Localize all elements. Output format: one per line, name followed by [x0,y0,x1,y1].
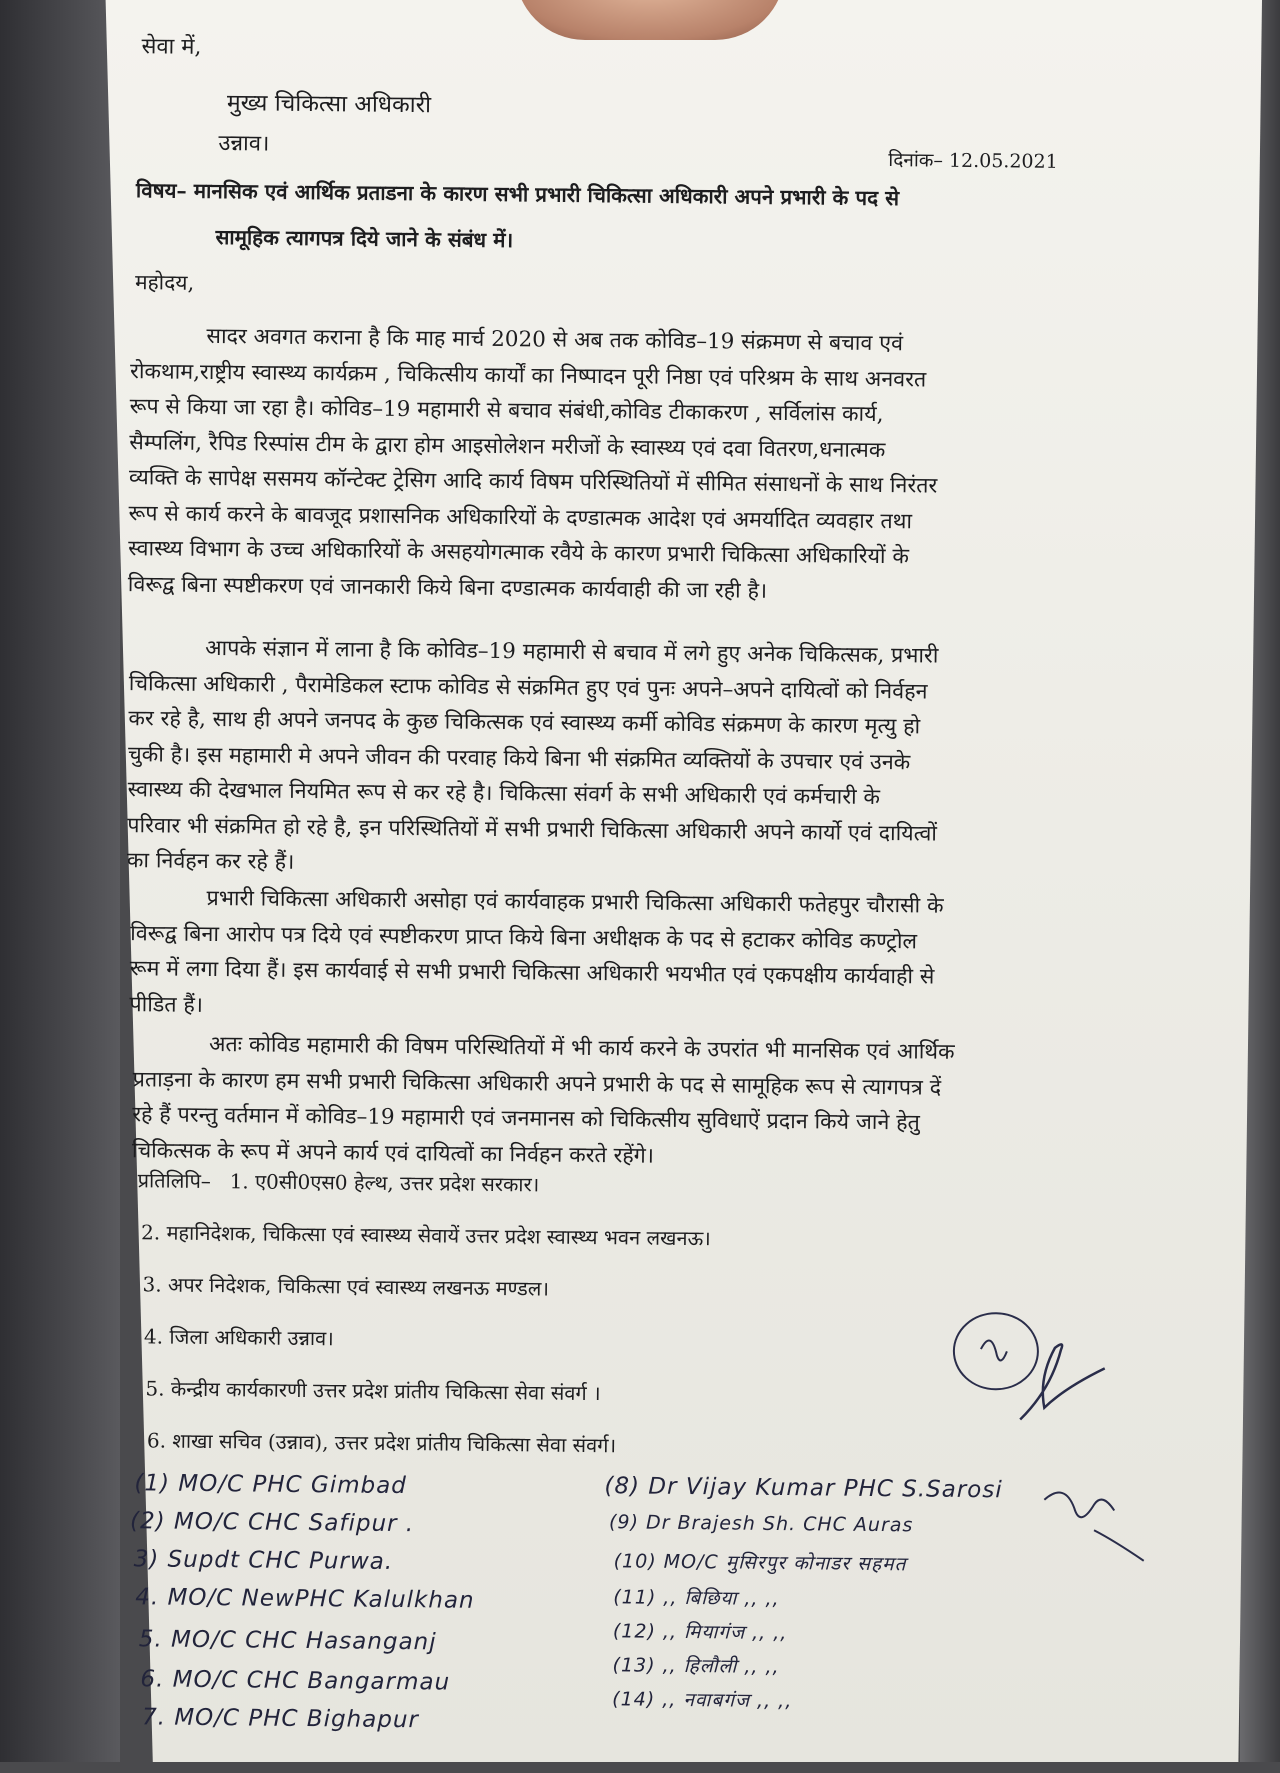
copies-label: प्रतिलिपि– [137,1168,212,1194]
paragraph-line: रोकथाम,राष्ट्रीय स्वास्थ्य कार्यक्रम , चिकित्सीय कार्यों का निष्पादन पूरी निष्ठा एवं परिश्रम के साथ अनवरत [129,358,927,392]
letter-document [102,0,1170,1773]
signatory-right-9: (9) Dr Brajesh Sh. CHC Auras [608,1511,914,1537]
signatory-right-14: (14) ,, नवाबगंज ,, ,, [612,1688,793,1713]
handwritten-signature [945,1309,1146,1441]
paragraph-line: विरूद्व बिना स्पष्टीकरण एवं जानकारी किये बिना दण्डात्मक कार्यवाही की जा रही है। [127,571,768,604]
letter-date: दिनांक– 12.05.2021 [888,149,1058,173]
paragraph-line: रहे हैं परन्तु वर्तमान में कोविड–19 महामारी एवं जनमानस को चिकित्सीय सुविधाऐं प्रदान किये जाने हेतु [132,1102,921,1136]
addressee: मुख्य चिकित्सा अधिकारी [226,90,432,119]
signatory-left-4: 4. MO/C NewPHC Kalulkhan [135,1584,475,1614]
paragraph-line: रूम में लगा दिया हैं। इस कार्यवाई से सभी प्रभारी चिकित्सा अधिकारी भयभीत एवं एकपक्षीय कार्यवाही से [129,956,935,990]
copy-item-4: 4. जिला अधिकारी उन्नाव। [143,1324,334,1351]
paragraph-line: रूप से कार्य करने के बावजूद प्रशासनिक अधिकारियों के दण्डात्मक आदेश एवं अमर्यादित व्यवहार तथा [128,500,913,534]
paragraph-line: चिकित्सक के रूप में अपने कार्य एवं दायित्वों का निर्वहन करते रहेंगे। [131,1137,655,1169]
paragraph-line: स्वास्थ्य विभाग के उच्च अधिकारियों के असहयोगत्माक रवैये के कारण प्रभारी चिकित्सा अधिकारियों के [128,536,910,570]
paragraph-1 [128,318,1131,612]
signatory-right-8: (8) Dr Vijay Kumar PHC S.Sarosi [604,1473,1003,1504]
greeting: महोदय, [134,270,195,295]
paragraph-line: प्रताड़ना के कारण हम सभी प्रभारी चिकित्सा अधिकारी अपने प्रभारी के पद से सामूहिक रूप से त्यागपत्र दें [132,1066,942,1101]
signatory-right-12: (12) ,, मियागंज ,, ,, [612,1620,788,1645]
copy-item-2: 2. महानिदेशक, चिकित्सा एवं स्वास्थ्य सेवायें उत्तर प्रदेश स्वास्थ्य भवन लखनऊ। [140,1220,711,1251]
subject-line-2: सामूहिक त्यागपत्र दिये जाने के संबंध में। [215,225,514,253]
signatory-left-3: 3) Supdt CHC Purwa. [133,1546,394,1575]
background-left-shadow [0,0,120,1762]
signature-scribble [1034,1480,1155,1571]
paragraph-line: चिकित्सा अधिकारी , पैरामेडिकल स्टाफ कोविड से संक्रमित हुए एवं पुनः अपने–अपने दायित्वों को निर्वहन [128,670,928,704]
signatory-right-11: (11) ,, बिछिया ,, ,, [613,1586,780,1610]
salutation-to: सेवा में, [141,34,202,60]
signatory-left-1: (1) MO/C PHC Gimbad [134,1470,407,1500]
signatory-left-2: (2) MO/C CHC Safipur . [129,1508,415,1538]
signatory-right-13: (13) ,, हिलौली ,, ,, [612,1654,780,1678]
paragraph-line: आपके संज्ञान में लाना है कि कोविड–19 महामारी से बचाव में लगे हुए अनेक चिकित्सक, प्रभारी [205,635,939,669]
paragraph-line: परिवार भी संक्रमित हो रहे है, इन परिस्थितियों में सभी प्रभारी चिकित्सा अधिकारी अपने कार्यो एवं दायित्वों [127,812,938,847]
paragraph-line: अतः कोविड महामारी की विषम परिस्थितियों में भी कार्य करने के उपरांत भी मानसिक एवं आर्थिक [208,1031,955,1065]
paragraph-line: स्वास्थ्य की देखभाल नियमित रूप से कर रहे है। चिकित्सा संवर्ग के सभी अधिकारी एवं कर्मचारी के [127,777,881,811]
paragraph-line: कर रहे है, साथ ही अपने जनपद के कुछ चिकित्सक एवं स्वास्थ्य कर्मी कोविड संक्रमण के कारण मृत्यु हो [128,706,921,740]
copy-item-6: 6. शाखा सचिव (उन्नाव), उत्तर प्रदेश प्रांतीय चिकित्सा सेवा संवर्ग। [146,1428,617,1458]
addressee-place: उन्नाव। [218,131,270,157]
signatory-left-5: 5. MO/C CHC Hasanganj [138,1626,437,1656]
signatory-right-10: (10) MO/C मुसिरपुर कोनाडर सहमत [613,1550,907,1576]
subject-line-1: विषय– मानसिक एवं आर्थिक प्रताडना के कारण सभी प्रभारी चिकित्सा अधिकारी अपने प्रभारी के पद से [135,178,900,211]
paragraph-line: सैम्पलिंग, रैपिड रिस्पांस टीम के द्वारा होम आइसोलेशन मरीजों के स्वास्थ्य एवं दवा वितरण,धनात्मक [129,429,886,463]
paragraph-line: चुकी है। इस महामारी मे अपने जीवन की परवाह किये बिना भी संक्रमित व्यक्तियों के उपचार एवं उनके [127,741,911,775]
paragraph-line: पीडित हैं। [129,991,204,1018]
paragraph-2 [127,630,1130,889]
paragraph-4 [132,1026,1133,1178]
copy-item-5: 5. केन्द्रीय कार्यकारणी उत्तर प्रदेश प्रांतीय चिकित्सा सेवा संवर्ग । [145,1376,601,1406]
paragraph-line: प्रभारी चिकित्सा अधिकारी असोहा एवं कार्यवाहक प्रभारी चिकित्सा अधिकारी फतेहपुर चौरासी के [206,885,944,919]
copy-item-3: 3. अपर निदेशक, चिकित्सा एवं स्वास्थ्य लखनऊ मण्डल। [142,1272,550,1301]
paragraph-line: का निर्वहन कर रहे हैं। [126,848,295,875]
signatory-left-7: 7. MO/C PHC Bighapur [141,1704,420,1734]
paragraph-3 [129,880,1130,1032]
paragraph-line: सादर अवगत कराना है कि माह मार्च 2020 से अब तक कोविड–19 संक्रमण से बचाव एवं [206,323,904,357]
paragraph-line: रूप से किया जा रहा है। कोविड–19 महामारी से बचाव संबंधी,कोविड टीकाकरण , सर्विलांस कार्य, [129,394,884,428]
paragraph-line: विरूद्व बिना आरोप पत्र दिये एवं स्पष्टीकरण प्राप्त किये बिना अधीक्षक के पद से हटाकर कोविड कण्ट्रोल [130,920,918,954]
signatory-left-6: 6. MO/C CHC Bangarmau [140,1666,451,1696]
copy-item-1: 1. ए0सी0एस0 हेल्थ, उत्तर प्रदेश सरकार। [229,1169,540,1197]
paragraph-line: व्यक्ति के सापेक्ष ससमय कॉन्टेक्ट ट्रेसिग आदि कार्य विषम परिस्थितियों में सीमित संसाधनों के साथ निरंतर [128,465,938,499]
